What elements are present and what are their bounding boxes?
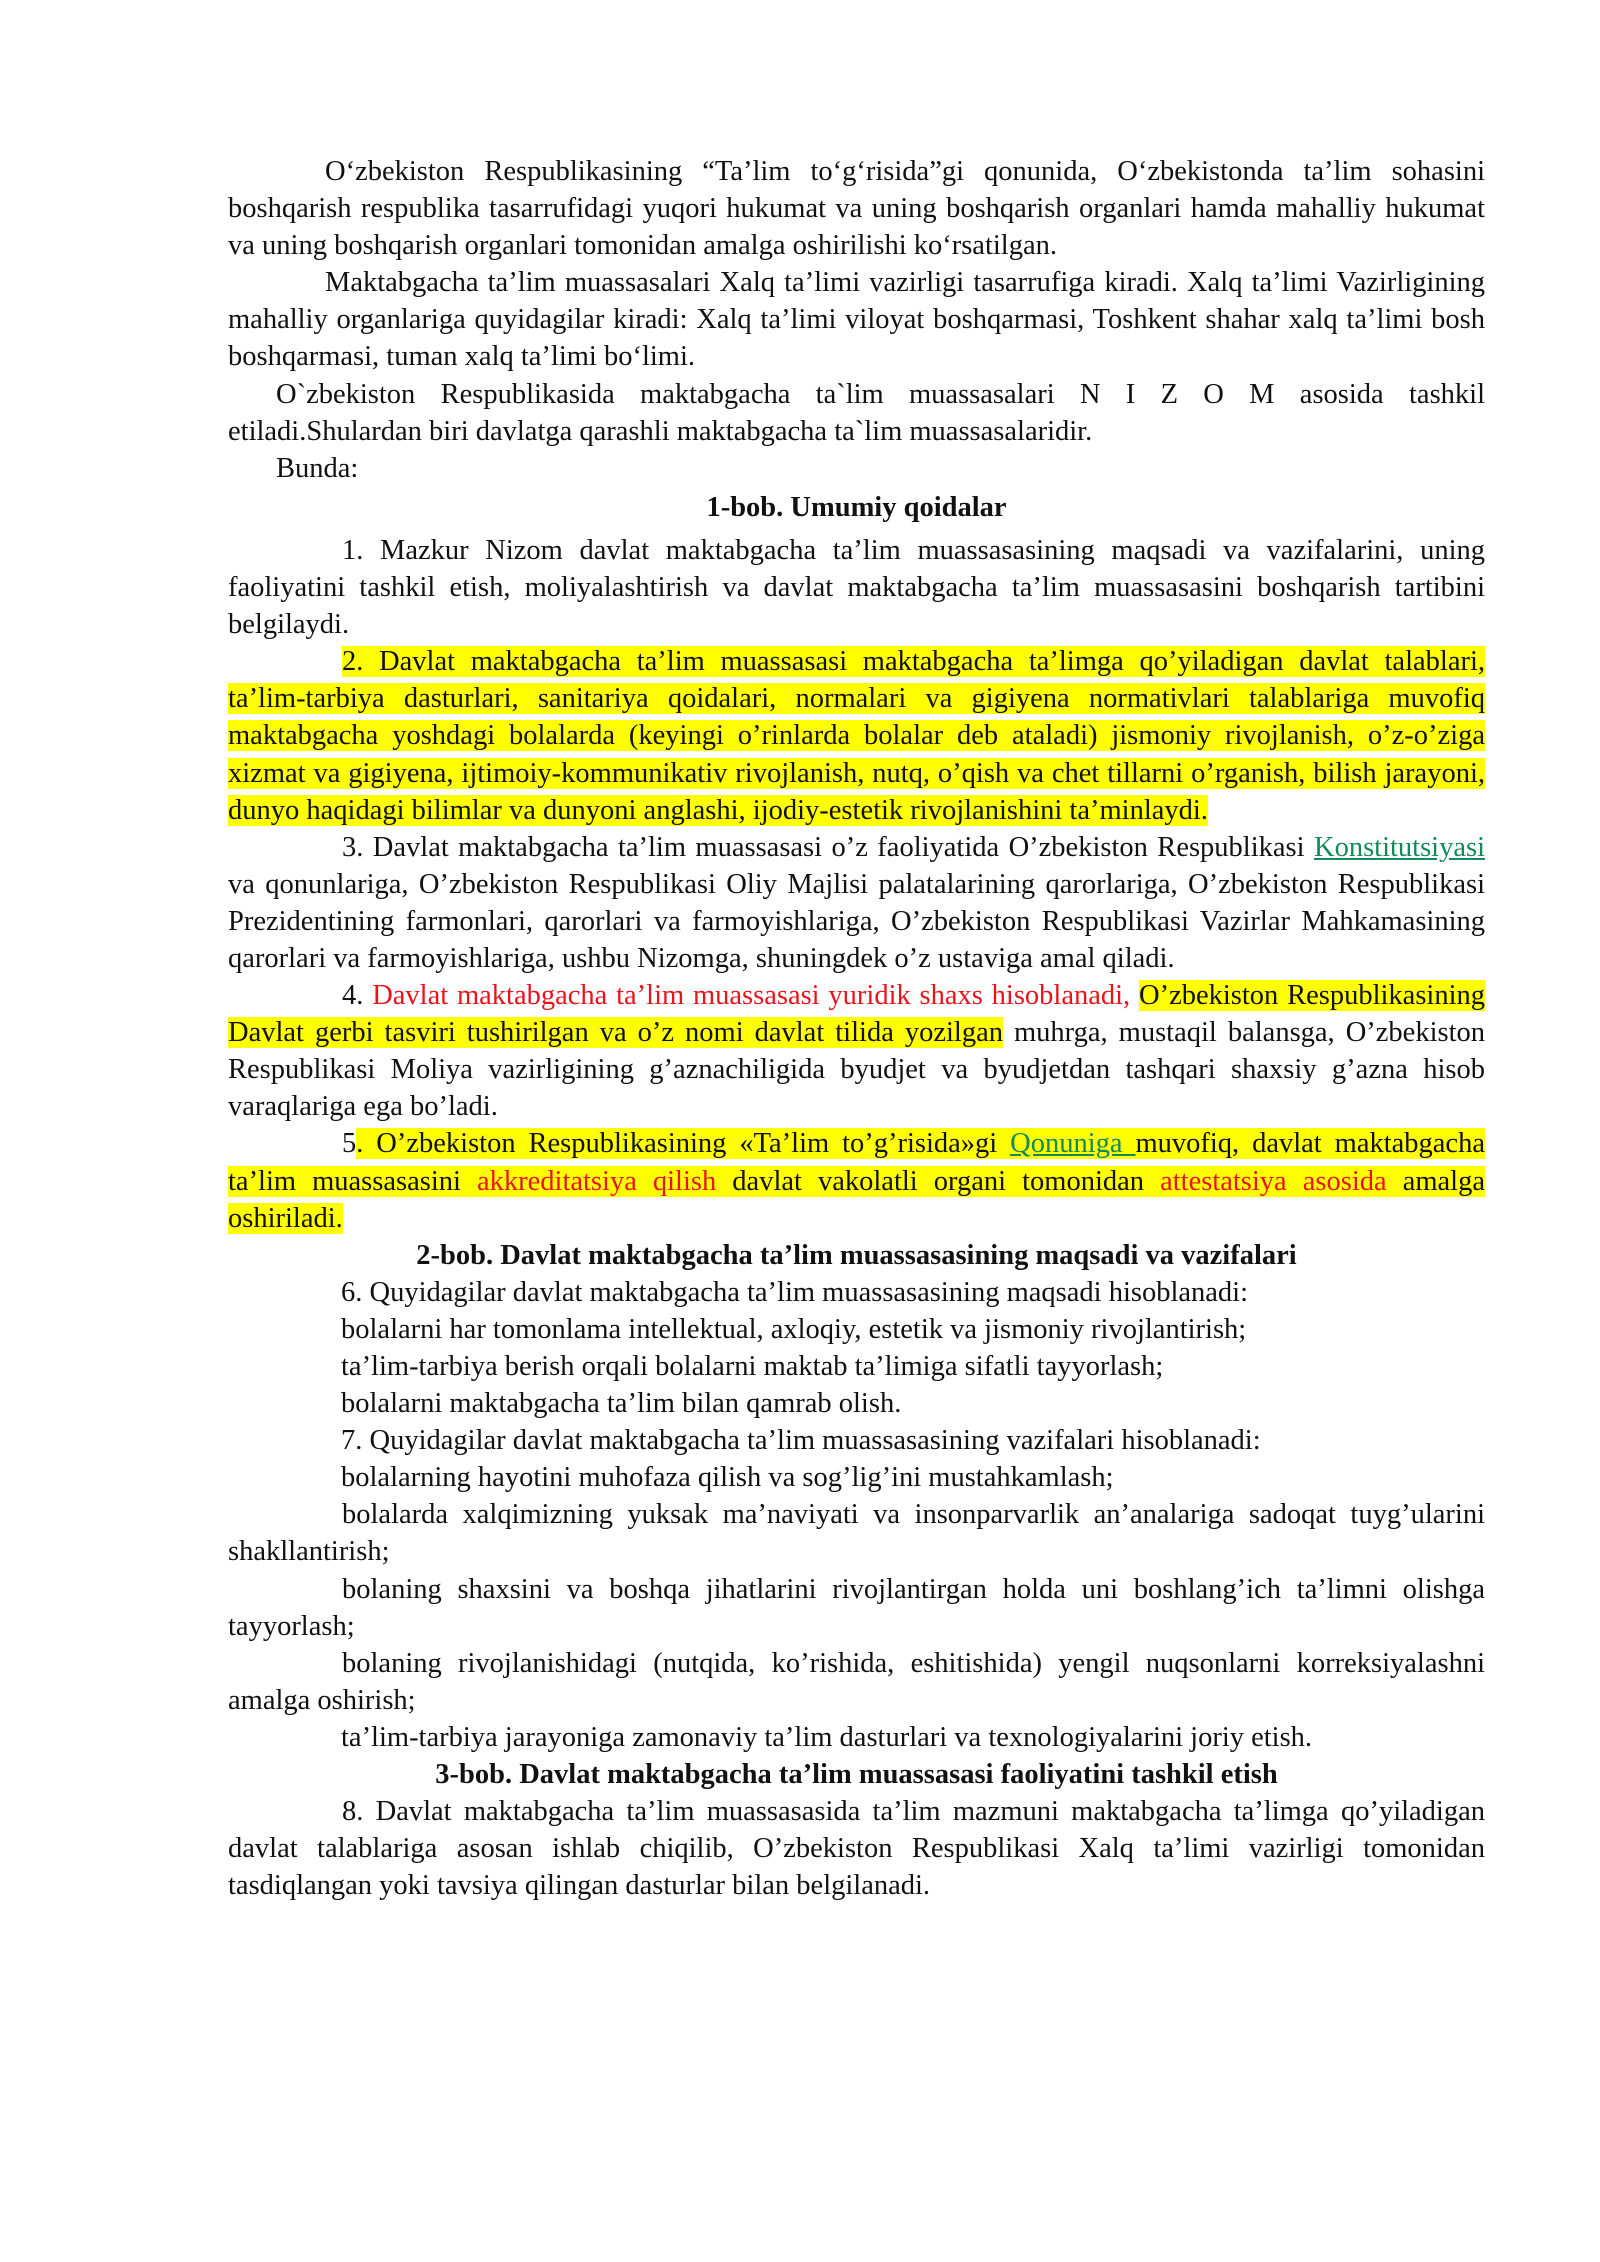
item-3-text-b: va qonunlariga, O’zbekiston Respublikasi Oliy Majlisi palatalarining qarorlariga, O’zbekiston Respublikasi Prezidentining farmonlari, qarorlari va farmoyishlariga, O’zbekiston Respublikasi Vazirlar Mahkamasining qarorlari va farmoyishlariga, ushbu Nizomga, shuningdek o’z ustaviga amal qiladi. [228,868,1485,974]
item-2 [228,643,1485,828]
paragraph-nizom: O`zbekiston Respublikasida maktabgacha ta`lim muassasalari N I Z O M asosida tashkil etiladi.Shulardan biri davlatga qarashli maktabgacha ta`lim muassasalaridir. [228,378,1485,447]
item-4-space [1130,980,1139,1011]
item-7-list-1: bolalarning hayotini muhofaza qilish va sog’lig’ini mustahkamlash; [341,1462,1114,1494]
item-1: 1. Mazkur Nizom davlat maktabgacha ta’lim muassasasining maqsadi va vazifalarini, uning faoliyatini tashkil etish, moliyalashtirish va davlat maktabgacha ta’lim muassasasini boshqarish tartibini belgilaydi. [228,534,1485,641]
paragraph-intro-law: O‘zbekiston Respublikasining “Ta’lim to‘g‘risida”gi qonunida, O‘zbekistonda ta’lim sohasini boshqarish respublika tasarrufidagi yuqori hukumat va uning boshqarish organlari hamda mahalliy hukumat va uning boshqarish organlari tomonidan amalga oshirilishi ko‘rsatilgan. [228,156,1485,262]
item-7-list-5: ta’lim-tarbiya jarayoniga zamonaviy ta’lim dasturlari va texnologiyalarini joriy etish. [341,1721,1313,1753]
item-5-highlight [228,1128,1485,1233]
item-5-number: 5 [342,1128,357,1160]
item-4-number: 4. [342,980,373,1012]
chapter-1-title: 1-bob. Umumiy qoidalar [706,491,1007,523]
item-7-list-2: bolalarda xalqimizning yuksak ma’naviyati va insonparvarlik an’analariga sadoqat tuyg’ularini shakllantirish; [228,1499,1485,1568]
paragraph-ministry: Maktabgacha ta’lim muassasalari Xalq ta’limi vazirligi tasarrufiga kiradi. Xalq ta’limi Vazirligining mahalliy organlariga quyidagilar kiradi: Xalq ta’limi viloyat boshqarmasi, Toshkent shahar xalq ta’limi bosh boshqarmasi, tuman xalq ta’limi bo‘limi. [228,267,1485,373]
chapter-2-title: 2-bob. Davlat maktabgacha ta’lim muassasasining maqsadi va vazifalari [416,1239,1297,1271]
item-5-red-akkreditatsiya: akkreditatsiya qilish [476,1165,717,1197]
item-7-list-4: bolaning rivojlanishidagi (nutqida, ko’rishida, eshitishida) yengil nuqsonlarni korreksiyalashni amalga oshirish; [228,1647,1485,1716]
item-6-list-2: ta’lim-tarbiya berish orqali bolalarni maktab ta’limiga sifatli tayyorlash; [341,1351,1164,1382]
item-6-list-1: bolalarni har tomonlama intellektual, axloqiy, estetik va jismoniy rivojlantirish; [341,1313,1247,1345]
chapter-3-title: 3-bob. Davlat maktabgacha ta’lim muassasasi faoliyatini tashkil etish [435,1759,1278,1791]
item-6-list-3: bolalarni maktabgacha ta’lim bilan qamrab olish. [341,1388,902,1420]
item-3-text-a: 3. Davlat maktabgacha ta’lim muassasasi o’z faoliyatida O’zbekiston Respublikasi [342,831,1314,863]
item-6: 6. Quyidagilar davlat maktabgacha ta’lim muassasasining maqsadi hisoblanadi: [341,1276,1249,1308]
item-5 [228,1125,1485,1236]
item-5-text-b: muvofiq, davlat maktabgacha ta’lim muassasasini [228,1128,1485,1197]
item-2-highlight: 2. Davlat maktabgacha ta’lim muassasasi maktabgacha ta’limga qo’yiladigan davlat talablari, ta’lim-tarbiya dasturlari, sanitariya qoidalari, normalari va gigiyena normativlari talablariga muvofiq maktabgacha yoshdagi bolalarda (keyingi o’rinlarda bolalar deb ataladi) jismoniy rivojlanish, o’z-o’ziga xizmat va gigiyena, ijtimoiy-kommunikativ rivojlanish, nutq, o’qish va chet tillarni o’rganish, bilish jarayoni, dunyo haqidagi bilimlar va dunyoni anglashi, ijodiy-estetik rivojlanishini ta’minlaydi. [228,646,1485,826]
paragraph-bunda: Bunda: [276,452,359,484]
item-4-rest: muhrga, mustaqil balansga, O’zbekiston Respublikasi Moliya vazirligining g’aznachiligida byudjet va byudjetdan tashqari shaxsiy g’azna hisob varaqlariga ega bo’ladi. [228,1017,1485,1123]
document-body [228,153,1485,1904]
item-5-text-a: . O’zbekiston Respublikasining «Ta’lim to’g’risida»gi [356,1128,1011,1160]
item-5-red-attestatsiya: attestatsiya asosida [1160,1165,1387,1197]
item-7: 7. Quyidagilar davlat maktabgacha ta’lim muassasasining vazifalari hisoblanadi: [341,1425,1261,1457]
item-5-text-d: amalga oshiriladi. [228,1165,1485,1234]
item-4 [228,977,1485,1125]
item-5-text-c: davlat vakolatli organi tomonidan [716,1165,1161,1197]
item-8: 8. Davlat maktabgacha ta’lim muassasasida ta’lim mazmuni maktabgacha ta’limga qo’yiladigan davlat talablariga asosan ishlab chiqilib, O’zbekiston Respublikasi Xalq ta’limi vazirligi tomonidan tasdiqlangan yoki tavsiya qilingan dasturlar bilan belgilanadi. [228,1796,1485,1902]
item-7-list-3: bolaning shaxsini va boshqa jihatlarini rivojlantirgan holda uni boshlang’ich ta’limni olishga tayyorlash; [228,1573,1485,1642]
item-4-red-text: Davlat maktabgacha ta’lim muassasasi yuridik shaxs hisoblanadi, [372,980,1131,1012]
item-4-highlight: O’zbekiston Respublikasining Davlat gerbi tasviri tushirilgan va o’z nomi davlat tilida yozilgan [228,980,1486,1049]
item-3 [228,829,1485,977]
link-qonun[interactable]: Qonuniga [1010,1128,1136,1160]
link-konstitutsiya[interactable]: Konstitutsiyasi [1313,831,1485,863]
